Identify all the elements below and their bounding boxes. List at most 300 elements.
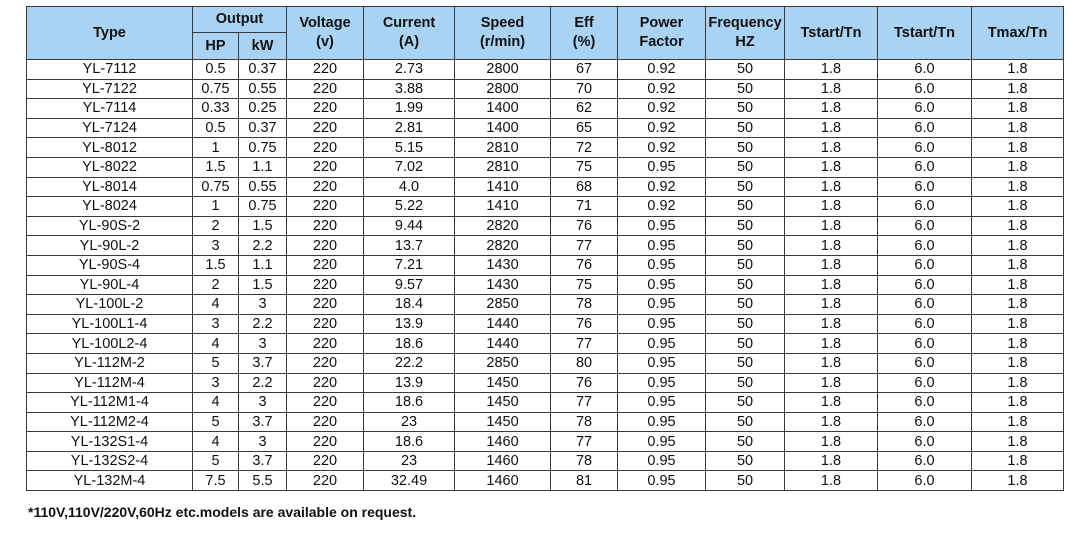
cell-hp: 0.33 xyxy=(193,99,239,119)
cell-frequency: 50 xyxy=(706,471,785,491)
table-row xyxy=(27,138,1064,158)
cell-power-factor: 0.95 xyxy=(618,236,706,256)
cell-tstart-2: 6.0 xyxy=(878,197,972,217)
header-current-label: Current xyxy=(382,15,436,31)
header-current xyxy=(364,7,455,60)
table-row xyxy=(27,393,1064,413)
cell-eff: 75 xyxy=(551,275,618,295)
cell-kw: 1.1 xyxy=(239,255,287,275)
cell-power-factor: 0.92 xyxy=(618,177,706,197)
cell-frequency: 50 xyxy=(706,255,785,275)
cell-tstart-1: 1.8 xyxy=(785,432,878,452)
cell-kw: 3.7 xyxy=(239,451,287,471)
cell-type: YL-132S1-4 xyxy=(27,432,193,452)
cell-current: 7.21 xyxy=(364,255,455,275)
cell-hp: 0.75 xyxy=(193,177,239,197)
cell-tmax: 1.8 xyxy=(972,314,1064,334)
cell-current: 2.81 xyxy=(364,118,455,138)
cell-eff: 80 xyxy=(551,353,618,373)
cell-type: YL-100L2-4 xyxy=(27,334,193,354)
cell-power-factor: 0.95 xyxy=(618,334,706,354)
cell-tmax: 1.8 xyxy=(972,334,1064,354)
cell-speed: 1460 xyxy=(455,451,551,471)
cell-hp: 3 xyxy=(193,236,239,256)
cell-type: YL-90S-4 xyxy=(27,255,193,275)
cell-speed: 1450 xyxy=(455,373,551,393)
cell-speed: 2820 xyxy=(455,236,551,256)
cell-type: YL-100L-2 xyxy=(27,295,193,315)
cell-tstart-1: 1.8 xyxy=(785,177,878,197)
header-eff-unit: (%) xyxy=(572,34,596,50)
cell-current: 7.02 xyxy=(364,157,455,177)
cell-eff: 76 xyxy=(551,216,618,236)
cell-current: 3.88 xyxy=(364,79,455,99)
cell-voltage: 220 xyxy=(287,138,364,158)
cell-kw: 3 xyxy=(239,334,287,354)
cell-voltage: 220 xyxy=(287,314,364,334)
cell-tstart-2: 6.0 xyxy=(878,314,972,334)
cell-current: 13.9 xyxy=(364,314,455,334)
cell-voltage: 220 xyxy=(287,79,364,99)
cell-kw: 1.5 xyxy=(239,275,287,295)
cell-eff: 78 xyxy=(551,412,618,432)
cell-speed: 1410 xyxy=(455,197,551,217)
cell-power-factor: 0.95 xyxy=(618,314,706,334)
cell-tstart-2: 6.0 xyxy=(878,138,972,158)
cell-tstart-1: 1.8 xyxy=(785,255,878,275)
cell-tstart-1: 1.8 xyxy=(785,118,878,138)
cell-frequency: 50 xyxy=(706,157,785,177)
cell-tstart-2: 6.0 xyxy=(878,451,972,471)
cell-eff: 67 xyxy=(551,60,618,80)
cell-kw: 2.2 xyxy=(239,236,287,256)
cell-speed: 2810 xyxy=(455,157,551,177)
cell-current: 2.73 xyxy=(364,60,455,80)
cell-power-factor: 0.95 xyxy=(618,393,706,413)
cell-tmax: 1.8 xyxy=(972,275,1064,295)
cell-current: 4.0 xyxy=(364,177,455,197)
cell-speed: 2800 xyxy=(455,79,551,99)
cell-type: YL-112M1-4 xyxy=(27,393,193,413)
cell-kw: 0.55 xyxy=(239,177,287,197)
table-header xyxy=(27,7,1064,60)
cell-type: YL-7114 xyxy=(27,99,193,119)
cell-voltage: 220 xyxy=(287,255,364,275)
cell-tstart-2: 6.0 xyxy=(878,353,972,373)
cell-tmax: 1.8 xyxy=(972,79,1064,99)
cell-eff: 62 xyxy=(551,99,618,119)
cell-tstart-1: 1.8 xyxy=(785,451,878,471)
cell-type: YL-7112 xyxy=(27,60,193,80)
footnote: *110V,110V/220V,60Hz etc.models are available on request. xyxy=(28,504,417,520)
cell-current: 18.6 xyxy=(364,334,455,354)
cell-type: YL-100L1-4 xyxy=(27,314,193,334)
cell-type: YL-8022 xyxy=(27,157,193,177)
header-tmax: Tmax/Tn xyxy=(972,7,1064,60)
cell-speed: 1440 xyxy=(455,314,551,334)
cell-tstart-2: 6.0 xyxy=(878,118,972,138)
table-row xyxy=(27,79,1064,99)
cell-current: 9.44 xyxy=(364,216,455,236)
cell-eff: 77 xyxy=(551,236,618,256)
header-voltage-label: Voltage xyxy=(299,15,351,31)
cell-eff: 65 xyxy=(551,118,618,138)
cell-speed: 1460 xyxy=(455,432,551,452)
cell-current: 9.57 xyxy=(364,275,455,295)
cell-tstart-1: 1.8 xyxy=(785,236,878,256)
cell-hp: 5 xyxy=(193,451,239,471)
cell-kw: 0.37 xyxy=(239,60,287,80)
cell-tstart-2: 6.0 xyxy=(878,334,972,354)
cell-eff: 78 xyxy=(551,451,618,471)
header-power-factor-line1: Power xyxy=(639,15,684,31)
cell-hp: 1 xyxy=(193,197,239,217)
motor-spec-table xyxy=(26,6,1064,491)
cell-tmax: 1.8 xyxy=(972,393,1064,413)
header-current-unit: (A) xyxy=(398,34,420,50)
cell-speed: 1450 xyxy=(455,412,551,432)
header-speed-unit: (r/min) xyxy=(479,34,526,50)
cell-kw: 2.2 xyxy=(239,314,287,334)
table-row xyxy=(27,373,1064,393)
cell-type: YL-90S-2 xyxy=(27,216,193,236)
cell-current: 18.6 xyxy=(364,393,455,413)
cell-kw: 2.2 xyxy=(239,373,287,393)
header-type: Type xyxy=(27,7,193,60)
table-row xyxy=(27,60,1064,80)
cell-tmax: 1.8 xyxy=(972,197,1064,217)
cell-current: 13.9 xyxy=(364,373,455,393)
cell-tmax: 1.8 xyxy=(972,255,1064,275)
cell-eff: 75 xyxy=(551,157,618,177)
table-row xyxy=(27,295,1064,315)
cell-voltage: 220 xyxy=(287,118,364,138)
cell-power-factor: 0.95 xyxy=(618,295,706,315)
cell-frequency: 50 xyxy=(706,373,785,393)
cell-type: YL-112M-2 xyxy=(27,353,193,373)
cell-current: 32.49 xyxy=(364,471,455,491)
cell-eff: 72 xyxy=(551,138,618,158)
cell-tstart-1: 1.8 xyxy=(785,353,878,373)
cell-current: 22.2 xyxy=(364,353,455,373)
cell-power-factor: 0.92 xyxy=(618,60,706,80)
cell-current: 18.6 xyxy=(364,432,455,452)
cell-tstart-2: 6.0 xyxy=(878,393,972,413)
header-hp: HP xyxy=(193,33,239,60)
cell-frequency: 50 xyxy=(706,314,785,334)
cell-eff: 71 xyxy=(551,197,618,217)
cell-hp: 3 xyxy=(193,373,239,393)
cell-frequency: 50 xyxy=(706,118,785,138)
cell-tstart-1: 1.8 xyxy=(785,99,878,119)
cell-current: 18.4 xyxy=(364,295,455,315)
cell-hp: 5 xyxy=(193,353,239,373)
header-eff xyxy=(551,7,618,60)
cell-type: YL-112M2-4 xyxy=(27,412,193,432)
cell-tstart-1: 1.8 xyxy=(785,157,878,177)
cell-eff: 81 xyxy=(551,471,618,491)
cell-kw: 0.75 xyxy=(239,197,287,217)
table-row xyxy=(27,255,1064,275)
cell-type: YL-132S2-4 xyxy=(27,451,193,471)
cell-speed: 1440 xyxy=(455,334,551,354)
cell-current: 13.7 xyxy=(364,236,455,256)
table-row xyxy=(27,334,1064,354)
cell-kw: 0.25 xyxy=(239,99,287,119)
cell-frequency: 50 xyxy=(706,295,785,315)
cell-tstart-2: 6.0 xyxy=(878,295,972,315)
cell-frequency: 50 xyxy=(706,138,785,158)
cell-power-factor: 0.95 xyxy=(618,157,706,177)
cell-power-factor: 0.92 xyxy=(618,197,706,217)
table-row xyxy=(27,451,1064,471)
cell-current: 23 xyxy=(364,412,455,432)
cell-speed: 1430 xyxy=(455,275,551,295)
cell-speed: 2810 xyxy=(455,138,551,158)
cell-frequency: 50 xyxy=(706,432,785,452)
cell-speed: 1460 xyxy=(455,471,551,491)
cell-kw: 3 xyxy=(239,295,287,315)
cell-eff: 68 xyxy=(551,177,618,197)
cell-current: 1.99 xyxy=(364,99,455,119)
cell-hp: 0.75 xyxy=(193,79,239,99)
cell-tmax: 1.8 xyxy=(972,373,1064,393)
table-row xyxy=(27,197,1064,217)
cell-power-factor: 0.92 xyxy=(618,99,706,119)
cell-voltage: 220 xyxy=(287,373,364,393)
header-voltage-unit: (v) xyxy=(316,34,334,50)
cell-tstart-2: 6.0 xyxy=(878,79,972,99)
cell-tstart-1: 1.8 xyxy=(785,334,878,354)
table-row xyxy=(27,432,1064,452)
header-tstart-1: Tstart/Tn xyxy=(785,7,878,60)
cell-voltage: 220 xyxy=(287,216,364,236)
cell-tstart-2: 6.0 xyxy=(878,216,972,236)
cell-type: YL-8014 xyxy=(27,177,193,197)
cell-current: 23 xyxy=(364,451,455,471)
cell-voltage: 220 xyxy=(287,236,364,256)
cell-hp: 1.5 xyxy=(193,157,239,177)
cell-tstart-2: 6.0 xyxy=(878,236,972,256)
cell-voltage: 220 xyxy=(287,60,364,80)
cell-tmax: 1.8 xyxy=(972,177,1064,197)
cell-tstart-1: 1.8 xyxy=(785,79,878,99)
header-output: Output xyxy=(193,7,287,33)
header-speed-label: Speed xyxy=(480,15,525,31)
cell-tmax: 1.8 xyxy=(972,353,1064,373)
cell-tmax: 1.8 xyxy=(972,60,1064,80)
cell-tmax: 1.8 xyxy=(972,471,1064,491)
cell-frequency: 50 xyxy=(706,275,785,295)
cell-frequency: 50 xyxy=(706,79,785,99)
cell-type: YL-90L-4 xyxy=(27,275,193,295)
cell-eff: 76 xyxy=(551,314,618,334)
cell-frequency: 50 xyxy=(706,216,785,236)
cell-frequency: 50 xyxy=(706,60,785,80)
cell-hp: 5 xyxy=(193,412,239,432)
cell-voltage: 220 xyxy=(287,197,364,217)
cell-tstart-2: 6.0 xyxy=(878,177,972,197)
cell-current: 5.15 xyxy=(364,138,455,158)
cell-hp: 4 xyxy=(193,393,239,413)
cell-type: YL-112M-4 xyxy=(27,373,193,393)
cell-tstart-2: 6.0 xyxy=(878,99,972,119)
cell-kw: 0.75 xyxy=(239,138,287,158)
cell-kw: 3.7 xyxy=(239,353,287,373)
cell-frequency: 50 xyxy=(706,393,785,413)
cell-power-factor: 0.92 xyxy=(618,138,706,158)
cell-hp: 3 xyxy=(193,314,239,334)
table-row xyxy=(27,353,1064,373)
cell-power-factor: 0.95 xyxy=(618,255,706,275)
cell-kw: 0.37 xyxy=(239,118,287,138)
header-speed xyxy=(455,7,551,60)
cell-tmax: 1.8 xyxy=(972,295,1064,315)
cell-tstart-1: 1.8 xyxy=(785,60,878,80)
cell-power-factor: 0.95 xyxy=(618,216,706,236)
table-row xyxy=(27,412,1064,432)
cell-tmax: 1.8 xyxy=(972,118,1064,138)
cell-hp: 1 xyxy=(193,138,239,158)
cell-tmax: 1.8 xyxy=(972,412,1064,432)
cell-frequency: 50 xyxy=(706,99,785,119)
cell-frequency: 50 xyxy=(706,197,785,217)
cell-tmax: 1.8 xyxy=(972,451,1064,471)
cell-power-factor: 0.92 xyxy=(618,79,706,99)
cell-tstart-1: 1.8 xyxy=(785,393,878,413)
cell-tstart-1: 1.8 xyxy=(785,197,878,217)
cell-tstart-2: 6.0 xyxy=(878,471,972,491)
cell-voltage: 220 xyxy=(287,451,364,471)
cell-tstart-2: 6.0 xyxy=(878,60,972,80)
cell-voltage: 220 xyxy=(287,412,364,432)
cell-eff: 77 xyxy=(551,393,618,413)
cell-hp: 2 xyxy=(193,216,239,236)
header-eff-label: Eff xyxy=(574,15,594,31)
cell-voltage: 220 xyxy=(287,353,364,373)
cell-hp: 4 xyxy=(193,432,239,452)
cell-power-factor: 0.95 xyxy=(618,412,706,432)
cell-voltage: 220 xyxy=(287,99,364,119)
cell-voltage: 220 xyxy=(287,295,364,315)
cell-tstart-2: 6.0 xyxy=(878,157,972,177)
cell-speed: 1400 xyxy=(455,118,551,138)
cell-power-factor: 0.95 xyxy=(618,432,706,452)
cell-tstart-1: 1.8 xyxy=(785,314,878,334)
table-row xyxy=(27,118,1064,138)
cell-power-factor: 0.95 xyxy=(618,373,706,393)
cell-frequency: 50 xyxy=(706,353,785,373)
cell-power-factor: 0.92 xyxy=(618,118,706,138)
cell-hp: 4 xyxy=(193,295,239,315)
header-power-factor-line2: Factor xyxy=(639,34,684,50)
cell-tstart-1: 1.8 xyxy=(785,275,878,295)
cell-frequency: 50 xyxy=(706,451,785,471)
cell-current: 5.22 xyxy=(364,197,455,217)
cell-power-factor: 0.95 xyxy=(618,451,706,471)
cell-speed: 1450 xyxy=(455,393,551,413)
cell-tstart-1: 1.8 xyxy=(785,373,878,393)
cell-voltage: 220 xyxy=(287,275,364,295)
table-row xyxy=(27,99,1064,119)
table-row xyxy=(27,236,1064,256)
cell-speed: 2850 xyxy=(455,353,551,373)
header-voltage xyxy=(287,7,364,60)
cell-hp: 4 xyxy=(193,334,239,354)
cell-tstart-2: 6.0 xyxy=(878,275,972,295)
header-frequency-unit: HZ xyxy=(735,34,755,50)
cell-eff: 70 xyxy=(551,79,618,99)
cell-kw: 1.1 xyxy=(239,157,287,177)
cell-tstart-1: 1.8 xyxy=(785,138,878,158)
cell-tmax: 1.8 xyxy=(972,432,1064,452)
cell-kw: 1.5 xyxy=(239,216,287,236)
cell-voltage: 220 xyxy=(287,432,364,452)
cell-speed: 2820 xyxy=(455,216,551,236)
cell-hp: 2 xyxy=(193,275,239,295)
cell-type: YL-8024 xyxy=(27,197,193,217)
cell-speed: 1410 xyxy=(455,177,551,197)
cell-power-factor: 0.95 xyxy=(618,275,706,295)
cell-voltage: 220 xyxy=(287,157,364,177)
cell-type: YL-7122 xyxy=(27,79,193,99)
cell-voltage: 220 xyxy=(287,177,364,197)
cell-eff: 76 xyxy=(551,373,618,393)
cell-eff: 77 xyxy=(551,334,618,354)
table-row xyxy=(27,177,1064,197)
table-row xyxy=(27,471,1064,491)
cell-kw: 3 xyxy=(239,393,287,413)
cell-tmax: 1.8 xyxy=(972,157,1064,177)
table-row xyxy=(27,216,1064,236)
cell-hp: 7.5 xyxy=(193,471,239,491)
cell-voltage: 220 xyxy=(287,471,364,491)
cell-kw: 5.5 xyxy=(239,471,287,491)
table-row xyxy=(27,314,1064,334)
cell-voltage: 220 xyxy=(287,393,364,413)
cell-hp: 0.5 xyxy=(193,60,239,80)
table-row xyxy=(27,157,1064,177)
cell-power-factor: 0.95 xyxy=(618,353,706,373)
cell-kw: 0.55 xyxy=(239,79,287,99)
cell-type: YL-132M-4 xyxy=(27,471,193,491)
cell-type: YL-7124 xyxy=(27,118,193,138)
cell-tstart-1: 1.8 xyxy=(785,412,878,432)
table-body xyxy=(27,60,1064,491)
cell-speed: 1430 xyxy=(455,255,551,275)
cell-type: YL-90L-2 xyxy=(27,236,193,256)
header-frequency-label: Frequency xyxy=(708,15,782,31)
cell-frequency: 50 xyxy=(706,236,785,256)
header-kw: kW xyxy=(239,33,287,60)
header-tstart-2: Tstart/Tn xyxy=(878,7,972,60)
cell-tstart-2: 6.0 xyxy=(878,432,972,452)
cell-type: YL-8012 xyxy=(27,138,193,158)
cell-tmax: 1.8 xyxy=(972,138,1064,158)
cell-power-factor: 0.95 xyxy=(618,471,706,491)
cell-eff: 76 xyxy=(551,255,618,275)
cell-tstart-2: 6.0 xyxy=(878,255,972,275)
cell-kw: 3 xyxy=(239,432,287,452)
cell-eff: 77 xyxy=(551,432,618,452)
cell-speed: 2850 xyxy=(455,295,551,315)
table-row xyxy=(27,275,1064,295)
header-power-factor xyxy=(618,7,706,60)
cell-tstart-1: 1.8 xyxy=(785,216,878,236)
cell-tmax: 1.8 xyxy=(972,99,1064,119)
header-frequency xyxy=(706,7,785,60)
cell-frequency: 50 xyxy=(706,177,785,197)
